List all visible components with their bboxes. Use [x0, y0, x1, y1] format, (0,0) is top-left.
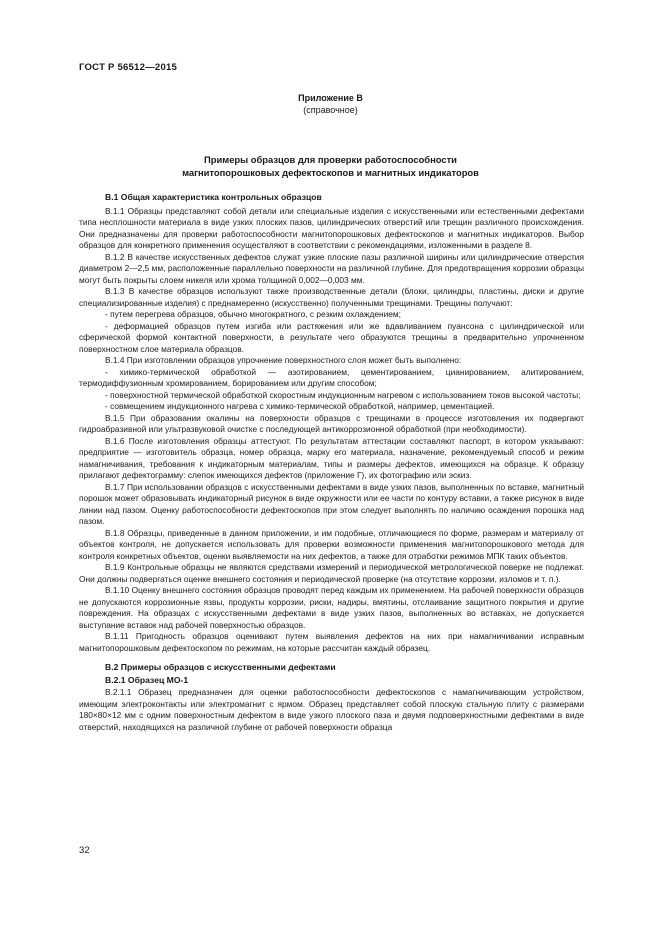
list-item-deformation: - деформацией образцов путем изгиба или растяжения или же вдавливанием пуансона с цилиндрической или сферической формой контактной поверхности, в результате чего образуются трещины в предварительно упрочненном поверхностном слое материала образцов. [79, 320, 584, 354]
list-item-chemical-thermal: - химико-термической обработкой — азотированием, цементированием, цианированием, алитированием, термодиффузионным хромированием, борированием или другим способом; [79, 366, 584, 388]
appendix-name: Приложение В [298, 93, 363, 103]
appendix-title-line-1: Примеры образцов для проверки работоспособности [204, 154, 457, 165]
paragraph-b1-10: В.1.10 Оценку внешнего состояния образцов проводят перед каждым их применением. На рабочей поверхности образцов не допускаются коррозионные язвы, продукты коррозии, риски, надиры, вмятины, отслаивание защитного покрытия и другие повреждения. На образцах с искусственными дефектами в виде узких пазов, выполненных во вставках, не допускается выступание вставок над рабочей поверхностью образцов. [79, 585, 584, 630]
paragraph-b1-7: В.1.7 При использовании образцов с искусственными дефектами в виде узких пазов, выполненных по вставке, магнитный порошок может образовывать индикаторный рисунок в виде окружности или ее части по контуру вставки, а также рисунок в виде линии над пазом. Оценку работоспособности дефектоскопов при этом следует выполнять по наличию осаждения порошка над пазом. [79, 481, 584, 526]
paragraph-b1-4: В.1.4 При изготовлении образцов упрочнение поверхностного слоя может быть выполнено: [105, 355, 462, 365]
appendix-heading [0, 92, 661, 116]
appendix-title-line-2: магнитопорошковых дефектоскопов и магнитных индикаторов [182, 167, 479, 178]
list-item-combined: - совмещением индукционного нагрева с химико-термической обработкой, например, цементацией. [105, 401, 495, 411]
page-number: 32 [79, 845, 90, 856]
paragraph-b1-6: В.1.6 После изготовления образцы аттестуют. По результатам аттестации составляют паспорт, в котором указывают: предприятие — изготовитель образца, номер образца, марку его материала, назначение, рекомендуемый способ и режим намагничивания, требования к индикаторным материалам, типы и размеры дефектов, имеющихся на образце. К образцу прилагают дефектограмму: слепок имеющихся дефектов (приложение Г), их фотографию или эскиз. [79, 435, 584, 480]
paragraph-b1-9: В.1.9 Контрольные образцы не являются средствами измерений и периодической метрологической поверке не подлежат. Они должны подвергаться оценке внешнего состояния и периодической проверке (на отсутствие коррозии, изломов и т. п.). [79, 562, 584, 584]
section-heading-b1: В.1 Общая характеристика контрольных образцов [105, 192, 322, 202]
section-heading-b2: В.2 Примеры образцов с искусственными дефектами [105, 662, 336, 672]
paragraph-b1-1: В.1.1 Образцы представляют собой детали или специальные изделия с искусственными или естественными дефектами типа несплошности материала в виде узких плоских пазов, цилиндрических отверстий или трещин различного происхождения. Они предназначены для проверки работоспособности магнитопорошковых дефектоскопов и магнитных индикаторов. Выбор образцов для конкретного применения осуществляют в соответствии с рекомендациями, изложенными в разделе 8. [79, 205, 584, 250]
paragraph-b1-5: В.1.5 При образовании окалины на поверхности образцов с трещинами в процессе изготовления их подвергают гидроабразивной или ультразвуковой очистке с последующей антикоррозионной обработкой (при необходимости). [79, 412, 584, 434]
paragraph-b1-3: В.1.3 В качестве образцов используют также производственные детали (блоки, цилиндры, пластины, диски и другие специализированные изделия) с преднамеренно (искусственно) полученными трещинами. Трещины получают: [79, 286, 584, 308]
document-code-header: ГОСТ Р 56512—2015 [79, 62, 178, 73]
paragraph-b1-8: В.1.8 Образцы, приведенные в данном приложении, и им подобные, отличающиеся по форме, размерам и материалу от объектов контроля, не допускается использовать для проверки возможности применения магнитопорошкового метода для контроля конкретных объектов, оценки выявляемости на них дефектов, а также для отработки режимов МПК таких объектов. [79, 527, 584, 561]
appendix-title [0, 153, 661, 179]
list-item-surface-thermal: - поверхностной термической обработкой скоростным индукционным нагревом с использованием токов высокой частоты; [105, 389, 581, 400]
paragraph-b1-11: В.1.11 Пригодность образцов оценивают путем выявления дефектов на них при намагничивании исправным магнитопорошковым дефектоскопом по режимам, на которые рассчитан каждый образец. [79, 631, 584, 653]
appendix-type: (справочное) [303, 105, 358, 115]
paragraph-b2-1-1: В.2.1.1 Образец предназначен для оценки работоспособности дефектоскопов с намагничивающим устройством, имеющим электроконтакты или электромагнит с ярмом. Образец представляет собой плоскую стальную плиту с размерами 180×80×12 мм с одним поверхностным дефектом в виде узкого плоского паза и двумя подповерхностными дефектами в виде отверстий, находящихся на различной глубине от рабочей поверхности образца [79, 687, 584, 732]
subsection-heading-b2-1: В.2.1 Образец МО-1 [105, 674, 189, 685]
list-item-overheating: - путем перегрева образцов, обычно многократного, с резким охлаждением; [105, 309, 401, 319]
document-body [79, 192, 584, 733]
paragraph-b1-2: В.1.2 В качестве искусственных дефектов служат узкие плоские пазы различной ширины или цилиндрические отверстия диаметром 2—2,5 мм, расположенные параллельно поверхности на различной глубине. Для предотвращения коррозии образцы могут быть покрыты слоем никеля или хрома толщиной 0,002—0,003 мм. [79, 251, 584, 285]
